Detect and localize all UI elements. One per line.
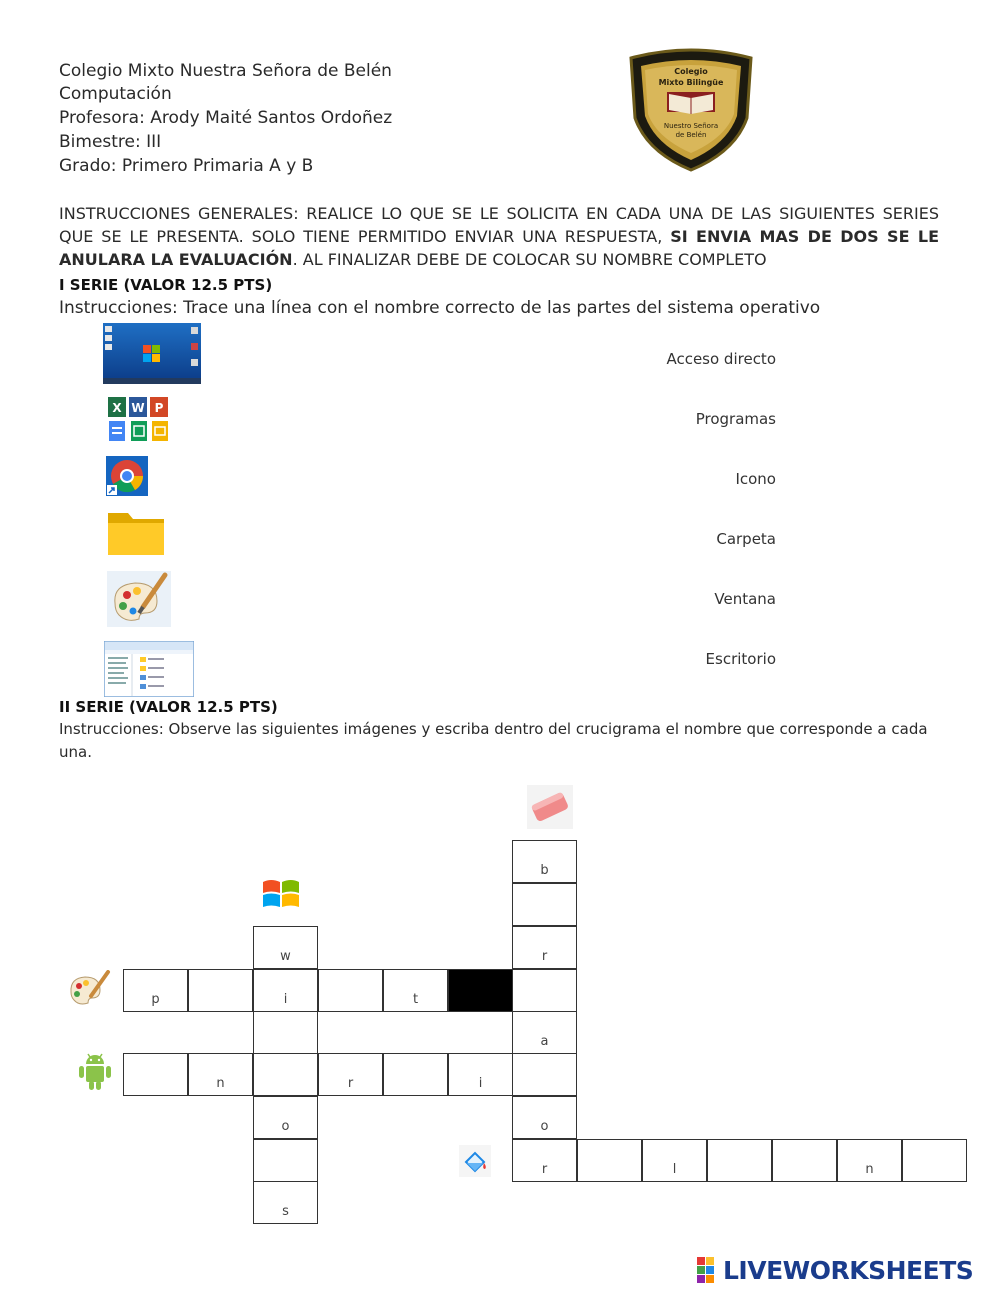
chrome-shortcut-image[interactable] [106, 456, 148, 496]
crossword-cell[interactable] [253, 1181, 318, 1224]
cell-letter: r [541, 1162, 548, 1177]
cell-letter: t [412, 992, 419, 1007]
cell-letter: b [540, 863, 549, 878]
crossword-cell[interactable] [253, 969, 318, 1012]
cell-letter: s [282, 1204, 289, 1219]
crossword-cell[interactable] [188, 969, 253, 1012]
crossword-cell[interactable] [123, 1053, 188, 1096]
crossword-cell[interactable] [512, 926, 577, 969]
answer-icono[interactable]: Icono [735, 470, 776, 488]
paint-palette-icon [67, 970, 111, 1008]
svg-text:X: X [112, 401, 122, 415]
grade: Grado: Primero Primaria A y B [59, 156, 314, 176]
answer-programas[interactable]: Programas [695, 410, 776, 428]
svg-text:W: W [131, 401, 145, 415]
crossword-cell[interactable] [512, 969, 577, 1012]
crossword-cell[interactable] [383, 1053, 448, 1096]
liveworksheets-logo [697, 1255, 973, 1285]
cell-letter: o [281, 1119, 290, 1134]
crossword-cell[interactable] [512, 1053, 577, 1096]
crossword-cell[interactable] [642, 1139, 707, 1182]
general-instructions-text: INSTRUCCIONES GENERALES: REALICE LO QUE SE LE SOLICITA EN CADA UNA DE LAS SIGUIENTES SERIES QUE SE LE PRESENTA. SOLO TIENE PERMITIDO ENVIAR UNA RESPUESTA, [59, 204, 939, 246]
crossword-cell[interactable] [318, 1053, 383, 1096]
cell-letter: n [216, 1076, 225, 1091]
eraser-icon [527, 785, 573, 829]
serie-1-instructions: Instrucciones: Trace una línea con el nombre correcto de las partes del sistema operativo [59, 298, 821, 318]
cell-letter: o [540, 1119, 549, 1134]
cell-letter: i [283, 992, 288, 1007]
crossword-cell[interactable] [837, 1139, 902, 1182]
general-instructions-end: . AL FINALIZAR DEBE DE COLOCAR SU NOMBRE COMPLETO [292, 250, 767, 269]
liveworksheets-brand: LIVEWORKSHEETS [723, 1255, 974, 1285]
cell-letter: i [478, 1076, 483, 1091]
crossword-cell[interactable] [772, 1139, 837, 1182]
cell-letter: p [151, 992, 160, 1007]
crest-line-2: Mixto Bilingüe [658, 78, 724, 87]
subject: Computación [59, 84, 172, 104]
school-name: Colegio Mixto Nuestra Señora de Belén [59, 61, 392, 81]
folder-image[interactable] [106, 507, 166, 557]
crossword-cell[interactable] [253, 1053, 318, 1096]
windows-logo-icon [261, 874, 301, 914]
answer-ventana[interactable]: Ventana [714, 590, 776, 608]
android-icon [77, 1050, 113, 1092]
desktop-screenshot-image[interactable] [103, 323, 201, 384]
serie-1-title: I SERIE (VALOR 12.5 PTS) [59, 276, 273, 294]
teacher: Profesora: Arody Maité Santos Ordoñez [59, 108, 393, 128]
school-crest [625, 48, 757, 173]
liveworksheets-mark-icon [697, 1257, 723, 1283]
cell-letter: a [540, 1034, 549, 1049]
term: Bimestre: III [59, 132, 162, 152]
cell-letter: n [865, 1162, 874, 1177]
crossword-cell[interactable] [512, 840, 577, 883]
answer-escritorio[interactable]: Escritorio [705, 650, 776, 668]
crest-line-3: Nuestro Señora [663, 122, 719, 130]
serie-2-instructions: Instrucciones: Observe las siguientes imágenes y escriba dentro del crucigrama el nombre que corresponde a cada una. [59, 720, 928, 761]
general-instructions [59, 202, 939, 271]
crossword-cell[interactable] [253, 1011, 318, 1054]
office-apps-image[interactable] [107, 395, 171, 443]
svg-text:P: P [154, 401, 164, 415]
crossword-cell[interactable] [188, 1053, 253, 1096]
crossword-cell[interactable] [383, 969, 448, 1012]
answer-acceso-directo[interactable]: Acceso directo [666, 350, 776, 368]
crossword-cell[interactable] [253, 926, 318, 969]
crossword-cell[interactable] [577, 1139, 642, 1182]
crossword-cell[interactable] [123, 969, 188, 1012]
crossword-cell[interactable] [902, 1139, 967, 1182]
crossword-blocked-cell [448, 969, 513, 1012]
cell-letter: w [280, 949, 291, 964]
crossword-cell[interactable] [253, 1139, 318, 1182]
crest-line-1: Colegio [674, 67, 708, 76]
serie-2-title: II SERIE (VALOR 12.5 PTS) [59, 698, 278, 716]
paint-bucket-icon [459, 1145, 491, 1177]
crossword-cell[interactable] [318, 969, 383, 1012]
general-instructions-warning: SI ENVIA MAS DE DOS SE LE ANULARA LA EVALUACIÓN [59, 227, 940, 269]
answer-carpeta[interactable]: Carpeta [716, 530, 776, 548]
paint-palette-image[interactable] [107, 571, 171, 627]
crossword-cell[interactable] [512, 1011, 577, 1054]
crossword-cell[interactable] [512, 883, 577, 926]
crossword-cell[interactable] [512, 1096, 577, 1139]
explorer-window-image[interactable] [104, 641, 194, 697]
crest-line-4: de Belén [675, 131, 707, 139]
crossword-cell[interactable] [253, 1096, 318, 1139]
cell-letter: r [347, 1076, 354, 1091]
crossword-cell[interactable] [707, 1139, 772, 1182]
cell-letter: l [672, 1162, 677, 1177]
cell-letter: r [541, 949, 548, 964]
crossword-cell[interactable] [512, 1139, 577, 1182]
crossword-cell[interactable] [448, 1053, 513, 1096]
